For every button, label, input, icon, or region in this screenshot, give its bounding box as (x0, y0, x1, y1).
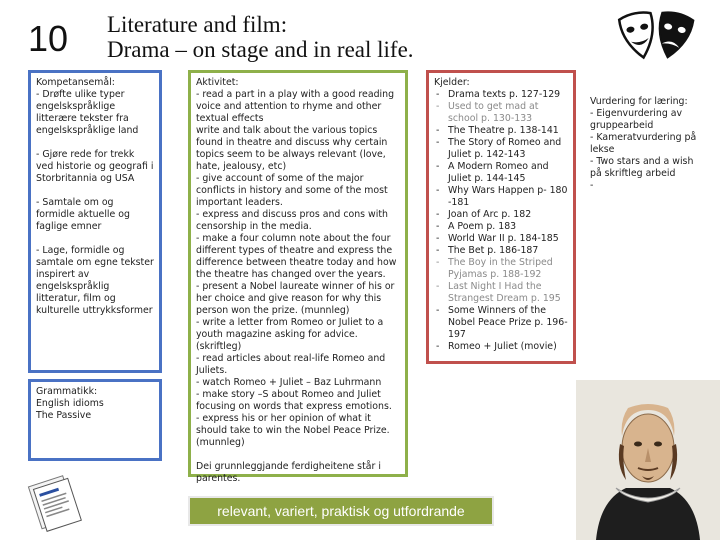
activity-heading: Aktivitet: (196, 77, 239, 88)
assessment-heading: Vurdering for læring: (590, 96, 688, 107)
source-item: - World War II p. 184-185 (434, 233, 568, 245)
grammar-line: The Passive (36, 410, 92, 421)
motto-banner: relevant, variert, praktisk og utfordrande (188, 496, 494, 526)
activity-line: - give account of some of the major conflicts in history and some of the most important leaders. (196, 173, 388, 208)
sources-box (426, 70, 576, 364)
assessment-panel (590, 96, 706, 192)
source-item: - The Story of Romeo and Juliet p. 142-143 (434, 137, 568, 161)
source-item: - Used to get mad at school p. 130-133 (434, 101, 568, 125)
activity-line: - read articles about real-life Romeo and Juliets. (196, 353, 386, 376)
competence-item: - Gjøre rede for trekk ved historie og geografi i Storbritannia og USA (36, 149, 154, 184)
activity-line: - present a Nobel laureate winner of his or her choice and give reason for why this person won the prize. (munnleg) (196, 281, 395, 316)
source-item: - A Poem p. 183 (434, 221, 568, 233)
activity-line: - make story –S about Romeo and Juliet focusing on words that express emotions. (196, 389, 392, 412)
activity-footer: Dei grunnleggjande ferdigheitene står i parentes. (196, 461, 381, 484)
source-item: - Joan of Arc p. 182 (434, 209, 568, 221)
source-item: - The Boy in the Striped Pyjamas p. 188-192 (434, 257, 568, 281)
sources-list (434, 89, 568, 353)
source-item: - Drama texts p. 127-129 (434, 89, 568, 101)
activity-line: - express and discuss pros and cons with censorship in the media. (196, 209, 388, 232)
assessment-line: - (590, 180, 594, 191)
activity-line: - watch Romeo + Juliet – Baz Luhrmann (196, 377, 382, 388)
grammar-box (28, 379, 162, 461)
source-item: - Last Night I Had the Strangest Dream p. 195 (434, 281, 568, 305)
competence-item: - Lage, formidle og samtale om egne tekster inspirert av engelskspråklig litteratur, film og kulturelle uttrykksformer (36, 245, 154, 316)
source-item: - A Modern Romeo and Juliet p. 144-145 (434, 161, 568, 185)
page-title (107, 12, 414, 62)
title-line-1: Literature and film: (107, 12, 288, 37)
source-item: - The Bet p. 186-187 (434, 245, 568, 257)
activity-line: - express his or her opinion of what it should take to win the Nobel Peace Prize. (munnleg) (196, 413, 390, 448)
assessment-line: - Two stars and a wish på skriftleg arbeid (590, 156, 694, 179)
chapter-number: 10 (28, 18, 69, 59)
theatre-masks-icon (617, 8, 697, 68)
papers-clipart (22, 470, 84, 532)
title-line-2: Drama – on stage and in real life. (107, 37, 414, 62)
activity-box (188, 70, 408, 484)
competence-item: - Drøfte ulike typer engelskspråklige litterære tekster fra engelskspråklige land (36, 89, 139, 136)
assessment-line: - Kameratvurdering på lekse (590, 132, 697, 155)
source-item: - The Theatre p. 138-141 (434, 125, 568, 137)
assessment-line: - Eigenvurdering av gruppearbeid (590, 108, 683, 131)
sources-heading: Kjelder: (434, 77, 470, 88)
source-item: - Romeo + Juliet (movie) (434, 341, 568, 353)
grammar-line: English idioms (36, 398, 104, 409)
activity-line: - write a letter from Romeo or Juliet to a youth magazine asking for advice. (skriftleg) (196, 317, 384, 352)
competence-heading: Kompetansemål: (36, 77, 115, 88)
shakespeare-portrait (576, 380, 720, 540)
competence-box (28, 70, 162, 373)
source-item: - Some Winners of the Nobel Peace Prize p. 196-197 (434, 305, 568, 341)
activity-line: - read a part in a play with a good reading voice and attention to rhyme and other textual effects (196, 89, 395, 124)
grammar-heading: Grammatikk: (36, 386, 98, 397)
activity-line: - make a four column note about the four different types of theatre and express the difference between theatre today and how the theatre has changed over the years. (196, 233, 397, 280)
competence-item: - Samtale om og formidle aktuelle og faglige emner (36, 197, 130, 232)
source-item: - Why Wars Happen p- 180 -181 (434, 185, 568, 209)
activity-line: write and talk about the various topics found in theatre and discuss why certain topics seem to be always relevant (love, hate, jealousy, etc) (196, 125, 388, 172)
